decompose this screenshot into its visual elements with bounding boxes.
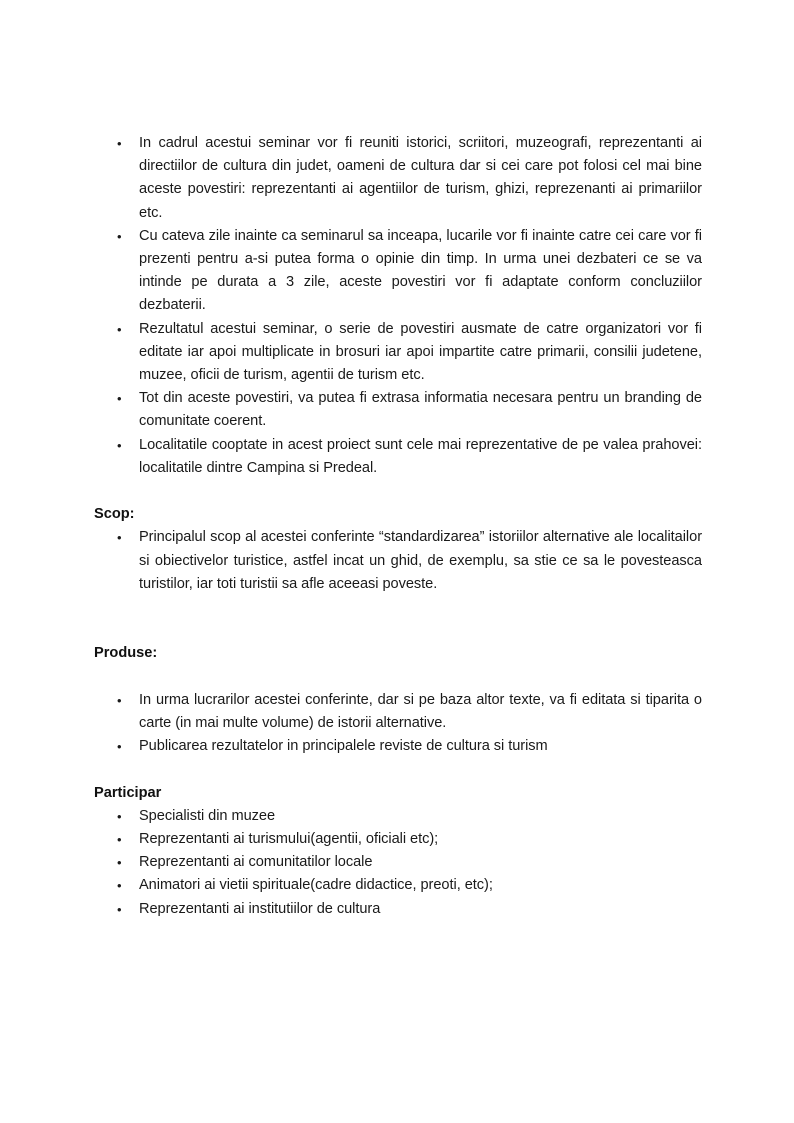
list-item: • Specialisti din muzee [94,805,702,828]
list-item: • Cu cateva zile inainte ca seminarul sa inceapa, lucarile vor fi inainte catre cei care vor fi prezenti pentru a-si putea forma o opinie din timp. In urma unei dezbateri ce se va intinde pe durata a 3 zile, aceste povestiri vor fi adaptate conform concluziilor dezbaterii. [94,225,702,318]
spacer [94,596,702,642]
scop-bullet-list [94,526,702,596]
section-heading-participar: Participar [94,784,162,801]
list-item: • Animatori ai vietii spirituale(cadre didactice, preoti, etc); [94,874,702,897]
list-item: • Localitatile cooptate in acest proiect sunt cele mai reprezentative de pe valea prahovei: localitatile dintre Campina si Predeal. [94,434,702,480]
spacer [94,480,702,503]
list-item: • Publicarea rezultatelor in principalele reviste de cultura si turism [94,735,702,758]
section-heading-produse: Produse: [94,645,158,662]
list-item: • Reprezentanti ai institutiilor de cultura [94,898,702,921]
document-body [94,132,702,921]
list-item: • Principalul scop al acestei conferinte “standardizarea” istoriilor alternative ale localitailor si obiectivelor turistice, astfel incat un ghid, de exemplu, sa stie ce sa le povesteasca turistilor, iar toti turistii sa afle aceeasi poveste. [94,526,702,596]
produse-bullet-list [94,689,702,759]
list-item: • Reprezentanti ai turismului(agentii, oficiali etc); [94,828,702,851]
list-item: • In urma lucrarilor acestei conferinte, dar si pe baza altor texte, va fi editata si tiparita o carte (in mai multe volume) de istorii alternative. [94,689,702,735]
spacer [94,666,702,689]
list-item: • Tot din aceste povestiri, va putea fi extrasa informatia necesara pentru un branding de comunitate coerent. [94,387,702,433]
list-item: • Reprezentanti ai comunitatilor locale [94,851,702,874]
section-heading-scop: Scop: [94,506,135,523]
spacer [94,758,702,781]
participar-bullet-list [94,805,702,921]
list-item: • Rezultatul acestui seminar, o serie de povestiri ausmate de catre organizatori vor fi editate iar apoi multiplicate in brosuri iar apoi impartite catre primarii, consilii judetene, muzee, oficii de turism, agentii de turism etc. [94,318,702,388]
list-item: • In cadrul acestui seminar vor fi reuniti istorici, scriitori, muzeografi, reprezentanti ai directiilor de cultura din judet, oameni de cultura dar si cei care pot folosi cel mai bine aceste povestiri: reprezentanti ai agentiilor de turism, ghizi, reprezenanti ai primariilor etc. [94,132,702,225]
intro-bullet-list [94,132,702,480]
